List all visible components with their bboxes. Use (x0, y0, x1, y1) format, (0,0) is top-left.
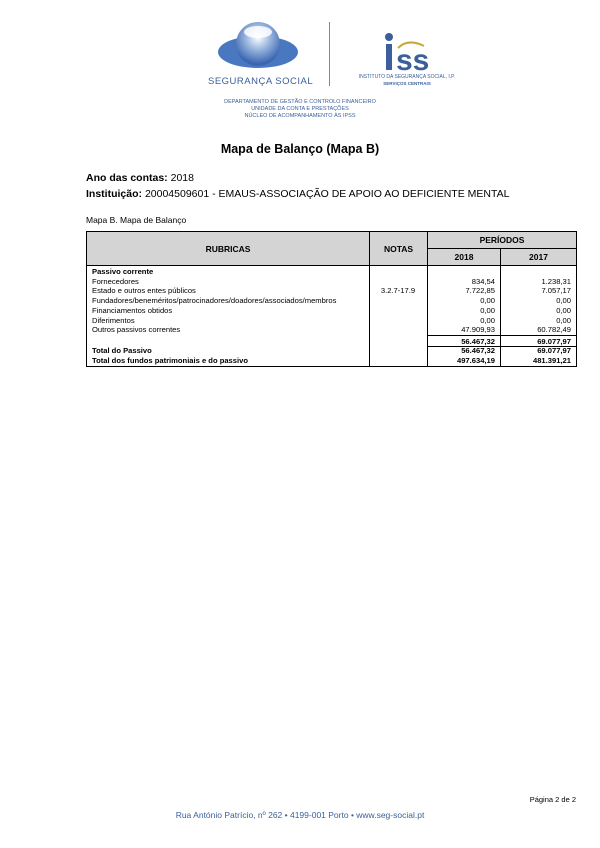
row-value-2017: 0,00 (556, 296, 571, 306)
balance-table (86, 231, 577, 367)
seguranca-social-logo-text: SEGURANÇA SOCIAL (208, 76, 314, 87)
table-row (86, 325, 577, 335)
fiscal-year-value: 2018 (170, 172, 194, 184)
institution-line (86, 188, 509, 200)
row-label: Total do Passivo (92, 346, 152, 356)
row-label: Financiamentos obtidos (92, 305, 173, 315)
column-header-notas: NOTAS (383, 244, 414, 254)
table-row (86, 337, 577, 347)
row-value-2018: 56.467,32 (461, 336, 495, 346)
row-value-2018: 56.467,32 (461, 346, 495, 356)
page-header (0, 0, 600, 100)
row-nota: 3.2.7-17.9 (380, 286, 416, 296)
logo-divider (329, 22, 330, 86)
fiscal-year-label: Ano das contas: (86, 172, 168, 184)
table-row (86, 356, 577, 366)
row-value-2017: 69.077,97 (537, 346, 571, 356)
column-header-2017: 2017 (529, 252, 548, 262)
institution-value: 20004509601 - EMAUS-ASSOCIAÇÃO DE APOIO AO DEFICIENTE MENTAL (144, 188, 510, 200)
row-label: Passivo corrente (92, 267, 154, 276)
row-label: Total dos fundos patrimoniais e do passivo (92, 355, 248, 365)
row-label: Diferimentos (92, 315, 135, 325)
table-row (86, 296, 577, 306)
row-value-2017: 69.077,97 (537, 336, 571, 346)
row-value-2018: 0,00 (480, 315, 495, 325)
fiscal-year-line (86, 172, 194, 184)
row-value-2018: 0,00 (480, 305, 495, 315)
iss-logo-name: INSTITUTO DA SEGURANÇA SOCIAL, I.P. (358, 74, 456, 80)
department-line-3: NÚCLEO DE ACOMPANHAMENTO ÀS IPSS (244, 113, 356, 119)
svg-text:ss: ss (396, 44, 430, 74)
row-value-2018: 0,00 (480, 296, 495, 306)
row-value-2018: 47.909,93 (461, 325, 495, 335)
row-value-2017: 481.391,21 (532, 355, 571, 365)
table-caption: Mapa B. Mapa de Balanço (86, 215, 187, 225)
row-value-2018: 834,54 (471, 276, 495, 286)
row-label: Estado e outros entes públicos (92, 286, 196, 296)
row-label: Fornecedores (92, 276, 139, 286)
department-line-2: UNIDADE DA CONTA E PRESTAÇÕES (251, 106, 349, 112)
row-value-2017: 1.238,31 (541, 276, 571, 286)
row-value-2017: 0,00 (556, 305, 571, 315)
row-value-2017: 0,00 (556, 315, 571, 325)
table-row (86, 277, 577, 287)
row-value-2017: 7.057,17 (541, 286, 571, 296)
institution-label: Instituição: (86, 188, 143, 200)
iss-logo-subtitle: SERVIÇOS CENTRAIS (383, 81, 431, 86)
table-row (86, 316, 577, 326)
row-value-2018: 497.634,19 (456, 355, 495, 365)
column-header-2018: 2018 (454, 252, 474, 262)
table-row (86, 286, 577, 296)
row-label: Fundadores/beneméritos/patrocinadores/doadores/associados/membros (92, 296, 337, 306)
row-value-2017: 60.782,49 (537, 325, 571, 335)
column-header-rubricas: RUBRICAS (205, 244, 251, 254)
page-number: Página 2 de 2 (529, 795, 576, 804)
row-label: Outros passivos correntes (92, 325, 181, 335)
iss-logo (380, 30, 430, 74)
table-row (86, 306, 577, 316)
document-title: Mapa de Balanço (Mapa B) (220, 142, 380, 156)
footer-address: Rua António Patrício, nº 262 • 4199-001 Porto • www.seg-social.pt (175, 810, 425, 820)
department-line-1: DEPARTAMENTO DE GESTÃO E CONTROLO FINANCEIRO (224, 99, 376, 105)
column-header-periodos: PERÍODOS (479, 235, 525, 245)
table-row (86, 267, 577, 277)
row-value-2018: 7.722,85 (465, 286, 495, 296)
